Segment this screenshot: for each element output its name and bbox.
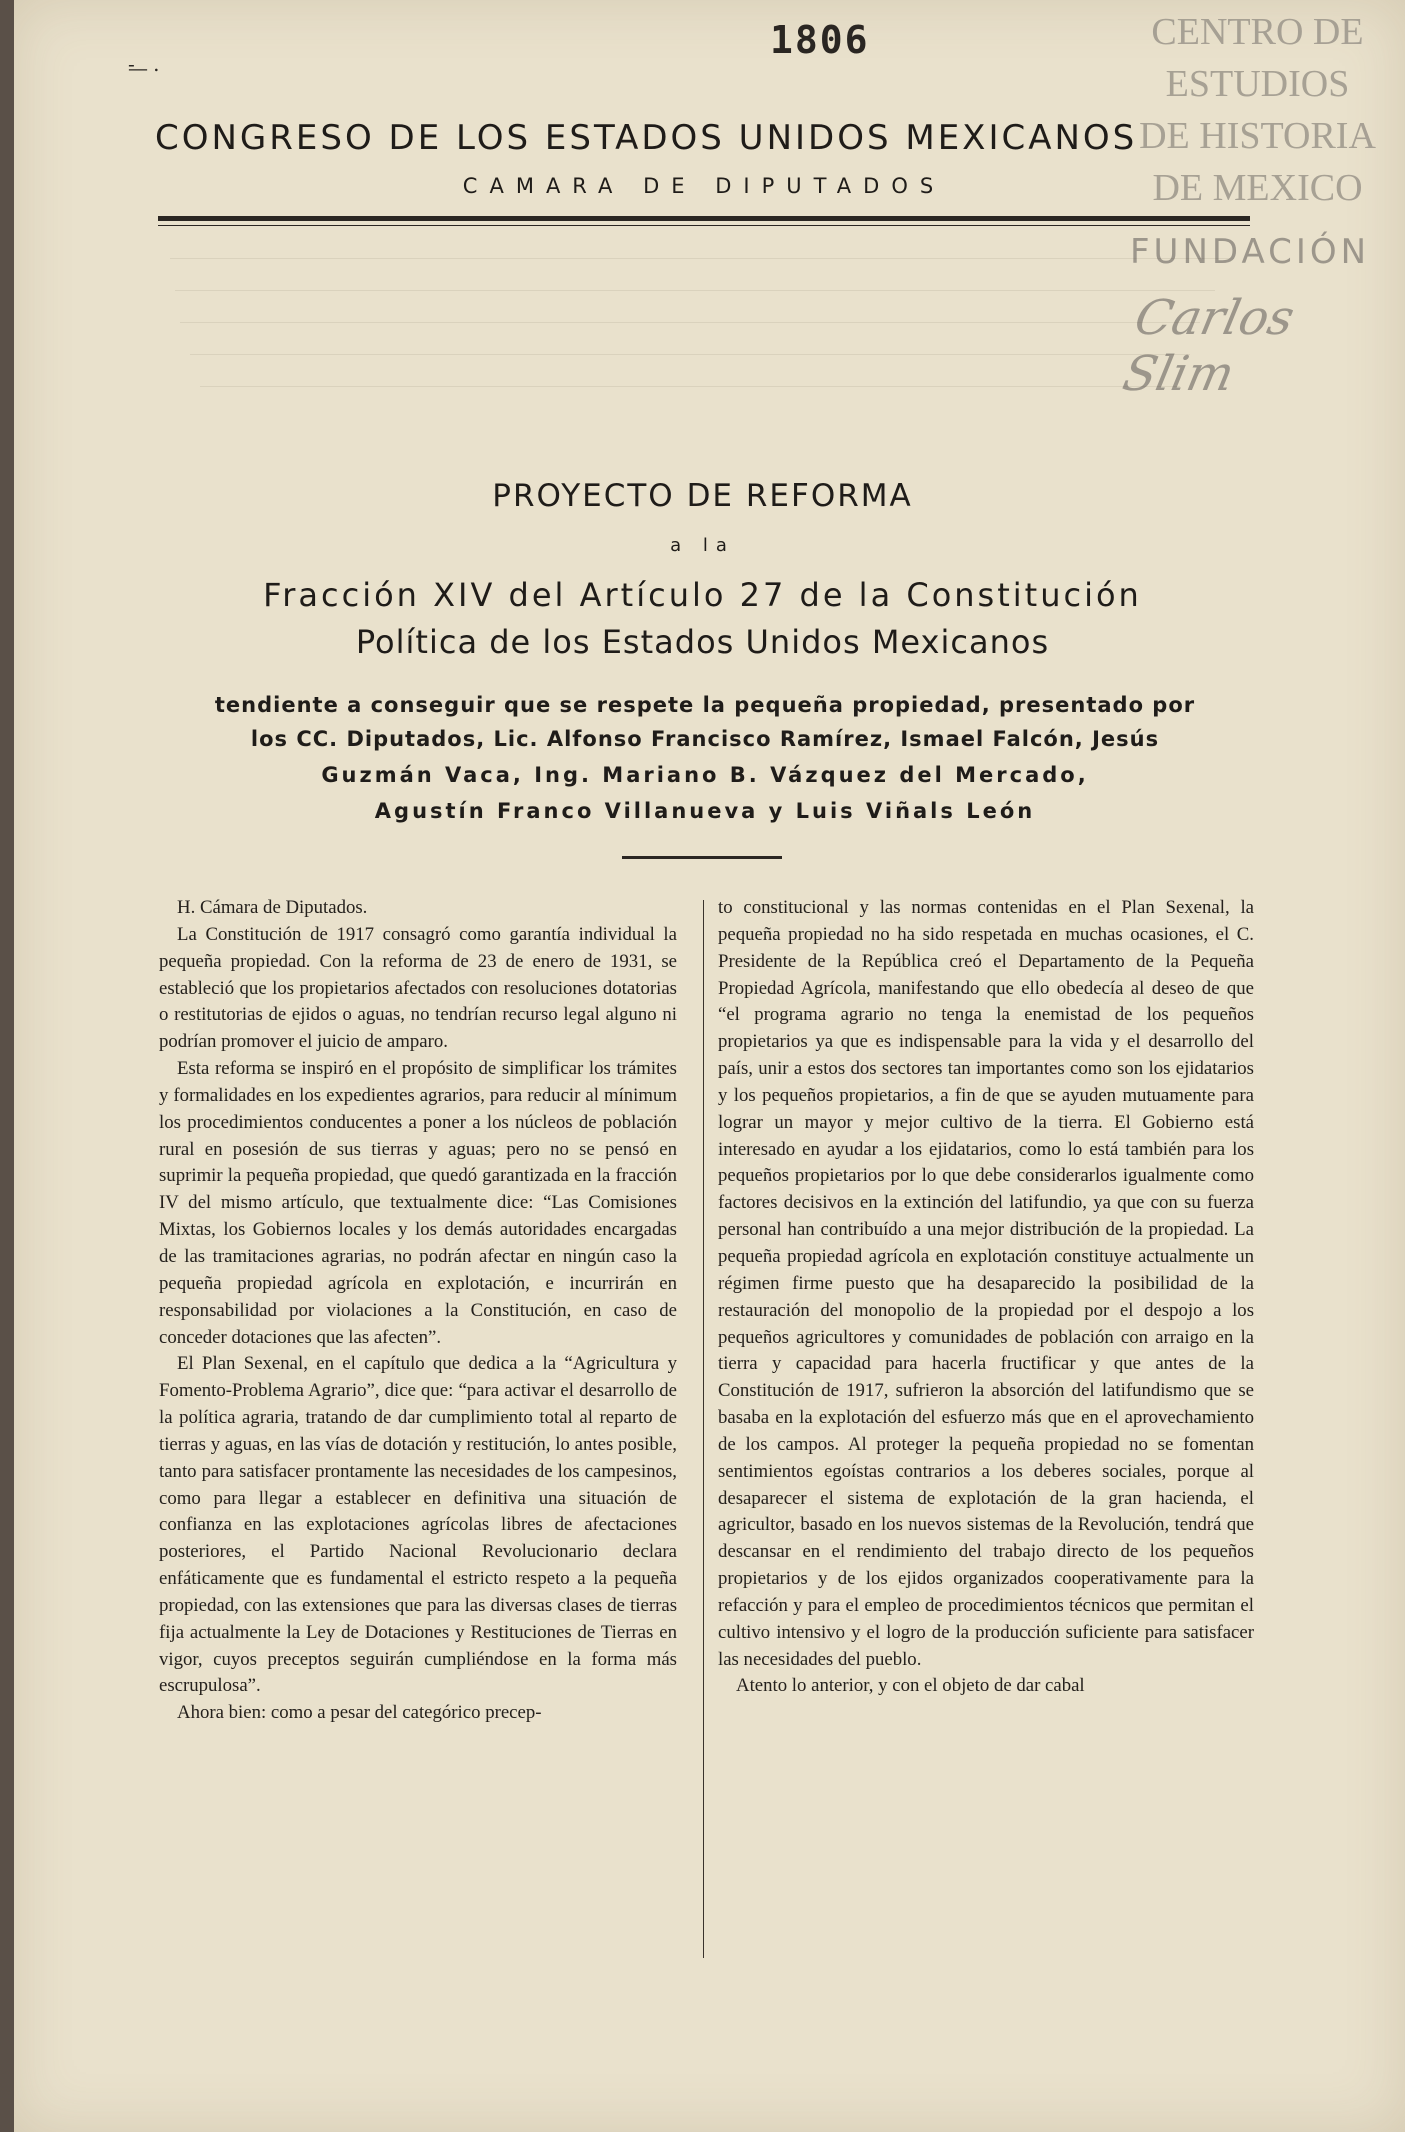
chamber-heading: CAMARA DE DIPUTADOS <box>462 174 946 198</box>
body-paragraph: Esta reforma se inspiró en el propósito de simplificar los trámites y formalidades en los expedientes agrarios, para reducir al mínimum los procedimientos conducentes a poner a los núcleos de población rural en posesión de sus tierras y aguas; pero no se pensó en suprimir la pequeña propiedad, que quedó garantizada en la fracción IV del mismo artículo, que textualmente dice: “Las Comisiones Mixtas, los Gobiernos locales y los demás autoridades encargadas de las tramitaciones agrarias, no podrán afectar en ningún caso la pequeña propiedad agrícola en explotación, e incurrirán en responsabilidad por violaciones a la Constitución, en caso de conceder dotaciones que las afecten”. <box>159 1058 677 1348</box>
body-paragraph: Ahora bien: como a pesar del categórico precep- <box>177 1702 542 1724</box>
header-rule-thin <box>158 225 1250 226</box>
watermark-signature: Carlos Slim <box>1118 290 1300 402</box>
sheet-number: 1806 <box>770 18 870 62</box>
salutation: H. Cámara de Diputados. <box>177 897 368 918</box>
body-paragraph: La Constitución de 1917 consagró como garantía individual la pequeña propiedad. Con la reforma de 23 de enero de 1931, se estableció que los propietarios afectados con resoluciones dotatorias o restitutorias de ejidos o aguas, no tendrían recurso legal alguno ni podrían promover el juicio de amparo. <box>159 923 677 1053</box>
subtitle-line-2: los CC. Diputados, Lic. Alfonso Francisco Ramírez, Ismael Falcón, Jesús <box>250 727 1160 751</box>
subtitle-line-1: tendiente a conseguir que se respete la pequeña propiedad, presentado por <box>214 693 1196 717</box>
title-rule <box>622 856 782 859</box>
body-paragraph: to constitucional y las normas contenidas en el Plan Sexenal, la pequeña propiedad no ha sido respetada en muchas ocasiones, el C. Presidente de la República creó el Departamento de la Pequeña Propiedad Agrícola, manifestando que ello obedecía al deseo de que “el programa agrario no tenga la enemistad de los pequeños propietarios ya que es indispensable para la vida y el desarrollo del país, unir a estos dos sectores tan importantes como son los ejidatarios y los pequeños propietarios, a fin de que se ayuden mutuamente para lograr un mayor y mejor cultivo de la tierra. El Gobierno está interesado en ayudar a los ejidatarios, como lo está también para los pequeños propietarios por lo que debe considerarlos igualmente como factores decisivos en la extinción del latifundio, ya que con su fuerza personal han contribuído a una mejor distribución de la propiedad. La pequeña propiedad agrícola en explotación constituye actualmente un régimen firme puesto que ha desaparecido la posibilidad de la restauración del monopolio de la propiedad por el despojo a los pequeños agricultores y comunidades de población con arraigo en la tierra y capacidad para hacerla fructificar y que antes de la Constitución de 1917, sufrieron la absorción del latifundismo que se basaba en la explotación del esfuerzo más que en el aprovechamiento de los campos. Al proteger la pequeña propiedad no se fomentan sentimientos egoístas contrarios a los deberes sociales, porque al desaparecer el sistema de explotación de la gran hacienda, el agricultor, basado en los nuevos sistemas de la Revolución, tendrá que descansar en el rendimiento del trabajo directo de los pequeños propietarios y de los ejidos organizados cooperativamente para la refacción y para el empleo de procedimientos técnicos que permitan el cultivo intensivo y el logro de la producción suficiente para satisfacer las necesidades del pueblo. <box>718 897 1254 1670</box>
faint-bleed-line <box>190 354 1190 355</box>
title-line-1: PROYECTO DE REFORMA <box>492 478 913 514</box>
watermark-line: DE HISTORIA <box>1139 115 1376 157</box>
body-paragraph: Atento lo anterior, y con el objeto de dar cabal <box>736 1675 1085 1697</box>
body-paragraph: El Plan Sexenal, en el capítulo que dedica a la “Agricultura y Fomento-Problema Agrario”, dice que: “para activar el desarrollo de la política agraria, tratando de dar cumplimiento total al reparto de tierras y aguas, en las vías de dotación y restitución, lo antes posible, tanto para satisfacer prontamente las necesidades de los campesinos, como para llegar a establecer en definitiva una situación de confianza en las explotaciones agrícolas libres de afectaciones posteriores, el Partido Nacional Revolucionario declara enfáticamente que es fundamental el estricto respeto a la pequeña propiedad, con las extensiones que para las diversas clases de tierras fija actualmente la Ley de Dotaciones y Restituciones de Tierras en vigor, cuyos preceptos seguirán cumpliéndose en la forma más escrupulosa”. <box>159 1353 677 1697</box>
congress-heading: CONGRESO DE LOS ESTADOS UNIDOS MEXICANOS <box>155 118 1138 158</box>
faint-bleed-line <box>175 290 1215 291</box>
archive-watermark <box>1110 6 1405 214</box>
watermark-foundation: FUNDACIÓN <box>1130 232 1371 272</box>
faint-bleed-line <box>170 258 1230 259</box>
title-line-2: a la <box>670 535 735 556</box>
subtitle-line-3: Guzmán Vaca, Ing. Mariano B. Vázquez del Mercado, <box>321 763 1089 787</box>
header-rule-thick <box>158 216 1250 221</box>
watermark-line: CENTRO DE <box>1151 11 1364 53</box>
body-column-right <box>718 895 1254 1700</box>
watermark-line: ESTUDIOS <box>1165 63 1350 105</box>
column-divider <box>703 900 704 1958</box>
faint-bleed-line <box>180 322 1200 323</box>
faint-bleed-line <box>200 386 1180 387</box>
subtitle-line-4: Agustín Franco Villanueva y Luis Viñals León <box>374 799 1036 823</box>
watermark-line: DE MEXICO <box>1152 167 1363 209</box>
title-line-3: Fracción XIV del Artículo 27 de la Constitución <box>263 576 1142 614</box>
body-column-left <box>159 895 677 1727</box>
title-line-4: Política de los Estados Unidos Mexicanos <box>355 623 1050 661</box>
corner-mark: - . — <box>128 52 166 80</box>
